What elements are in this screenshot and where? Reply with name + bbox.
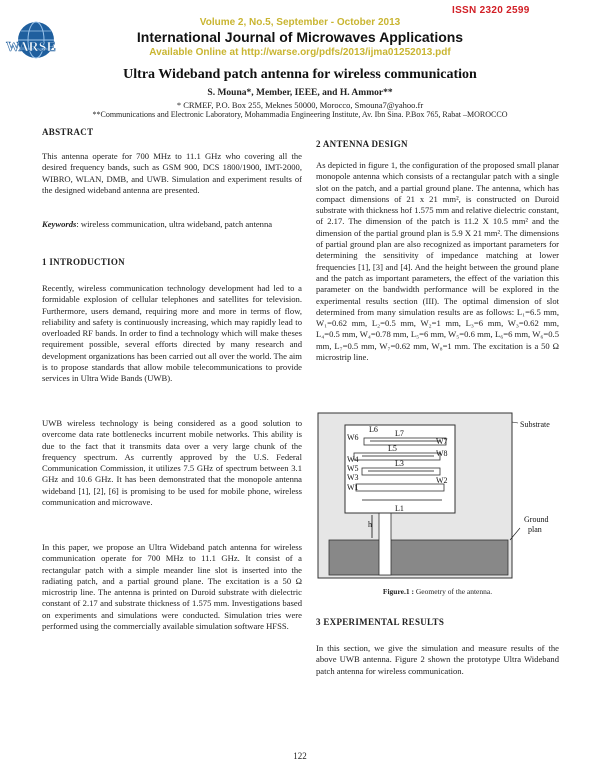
intro-paragraph-2: UWB wireless technology is being considered as a good solution to overcome data rate bottlenecks incurrent mobile networks. This ability is due to the fact that it transmits data over a very large chunk of the frequency spectrum. As currently approved by the U.S. Federal Communication Commission, it utilizes 7.5 GHz of spectrum between 3.1 GHz and 10.6 GHz. It has been demonstrated that the monopole antenna wideband [1], [2], [6] is promising to be used for mobile phone, wireless communication and microwave.	[42, 418, 302, 508]
svg-text:WARSE: WARSE	[6, 40, 56, 55]
label-ground-2: plan	[528, 525, 542, 534]
keywords-label: Keywords	[42, 219, 77, 229]
page-number: 122	[293, 751, 307, 761]
intro-heading: 1 INTRODUCTION	[42, 257, 125, 267]
label-l3: L3	[395, 459, 404, 468]
abstract-text: This antenna operate for 700 MHz to 11.1 GHz who covering all the desired frequency bands, such as GSM 900, DCS 1800/1900, IMT-2000, WIBRO, WLAN, DMB, and UWB. Simulation and experiment results of the designed wideband antenna are presented.	[42, 151, 302, 195]
online-link[interactable]: Available Online at http://warse.org/pdfs/2013/ijma01252013.pdf	[149, 47, 451, 58]
label-w3: W3	[347, 473, 359, 482]
keywords-text: : wireless communication, ultra wideband, patch antenna	[76, 219, 273, 229]
antenna-geometry-figure	[312, 410, 562, 585]
ground-plane-rect	[329, 540, 508, 575]
label-l7: L7	[395, 429, 404, 438]
label-l1: L1	[395, 504, 404, 513]
journal-volume: Volume 2, No.5, September - October 2013	[199, 17, 401, 28]
figure-1-caption-text: Geometry of the antenna.	[414, 587, 493, 596]
label-w7: W7	[436, 437, 448, 446]
label-substrate: Substrate	[520, 420, 550, 429]
issn-number: ISSN 2320 2599	[452, 5, 530, 16]
affiliation-2: **Communications and Electronic Laboratory, Mohammadia Engineering Institute, Av. Ibn Sina. P.Box 765, Rabat –MOROCCO	[92, 110, 508, 119]
paper-title: Ultra Wideband patch antenna for wireless communication	[123, 67, 477, 82]
design-heading: 2 ANTENNA DESIGN	[316, 139, 408, 149]
label-w4: W4	[347, 455, 359, 464]
intro-paragraph-3: In this paper, we propose an Ultra Wideband patch antenna for wireless communication operate for 700 MHz to 11.1 GHz. It consist of a rectangular patch with a simple meander line slot is inserted into the radiating patch, and a partial ground plane. The excitation is a 50 Ω microstrip line. The antenna is printed on Duroid substrate with dielectric constant of 2.17 and substrate thickness of 1.575 mm. Investigations based on experiments and simulations were conducted. Simulation tries were performed using the commercially available simulation software HFSS.	[42, 542, 302, 632]
label-w6: W6	[347, 433, 359, 442]
label-w2: W2	[436, 476, 448, 485]
experimental-heading: 3 EXPERIMENTAL RESULTS	[316, 617, 445, 627]
feed-line-rect	[379, 513, 391, 575]
label-l5: L5	[388, 444, 397, 453]
keywords	[42, 219, 302, 230]
figure-1-caption	[316, 587, 559, 596]
abstract-heading: ABSTRACT	[42, 127, 94, 137]
paper-authors: S. Mouna*, Member, IEEE, and H. Ammor**	[207, 88, 393, 98]
label-w1: W1	[347, 483, 359, 492]
affiliation-1: * CRMEF, P.O. Box 255, Meknes 50000, Morocco, Smouna7@yahoo.fr	[176, 100, 424, 110]
journal-name: International Journal of Microwaves Applications	[136, 29, 464, 45]
label-h: h	[368, 520, 372, 529]
intro-paragraph-1: Recently, wireless communication technology development had led to a formidable explosion of cellular telephones and satellites for television. Furthermore, users demand, requiring more and more in terms of flow, reliability and safety is continuously increasing, which may rapidly lead to overloaded RF bands. In order to find a technology which will make theses requirement possible, several efforts directed by many research and development organizations has been carried out all over the world. The aim is to propose standards that allow mobile telecommunications to provide services in Ultra Wide Bands (UWB).	[42, 283, 302, 384]
figure-1-caption-label: Figure.1 :	[382, 587, 414, 596]
experimental-paragraph: In this section, we give the simulation and measure results of the above UWB antenna. Figure 2 shown the prototype Ultra Wideband patch antenna for wireless communication.	[316, 643, 559, 676]
label-w5: W5	[347, 464, 359, 473]
label-ground-1: Ground	[524, 515, 549, 524]
design-paragraph: As depicted in figure 1, the configuration of the proposed small planar monopole antenna which consists of a rectangular patch with a single slot on the patch, and a partial ground plane. The antenna, which has compact dimensions of 21 x 21 mm², is constructed on Duroid substrate with thickness hof 1.575 mm and relative dielectric constant, of 2.17. The dimension of the patch is 11.2 X 10.5 mm² and the dimension of the partial ground plan is 5.9 X 21 mm². The dimensions of partial ground plan are also recognized as important parameters for determining the sensitivity of impedance matching at lower frequencies [1], [3] and [4]. And the height between the ground plane and the patch as important parameters, the effect of the variation this parameter on the bandwidth performance will be explored in the experimental results section (III). The optimal dimension of slot determined from many simulation results are as follows: L₁=6.5 mm, W₁=0.62 mm, L₂=0.5 mm, W₂=1 mm, L₃=6 mm, W₃=0.62 mm, L₄=0.5 mm, W₄=0.78 mm, L₅=6 mm, W₅=0.6 mm, L₆=6 mm, W₆=0.5 mm, L₇=0.5 mm, W₇=0.62 mm, W₈=1 mm. The excitation is a 50 Ω microstrip line.	[316, 160, 559, 363]
label-w8: W8	[436, 449, 448, 458]
label-l6: L6	[369, 425, 378, 434]
